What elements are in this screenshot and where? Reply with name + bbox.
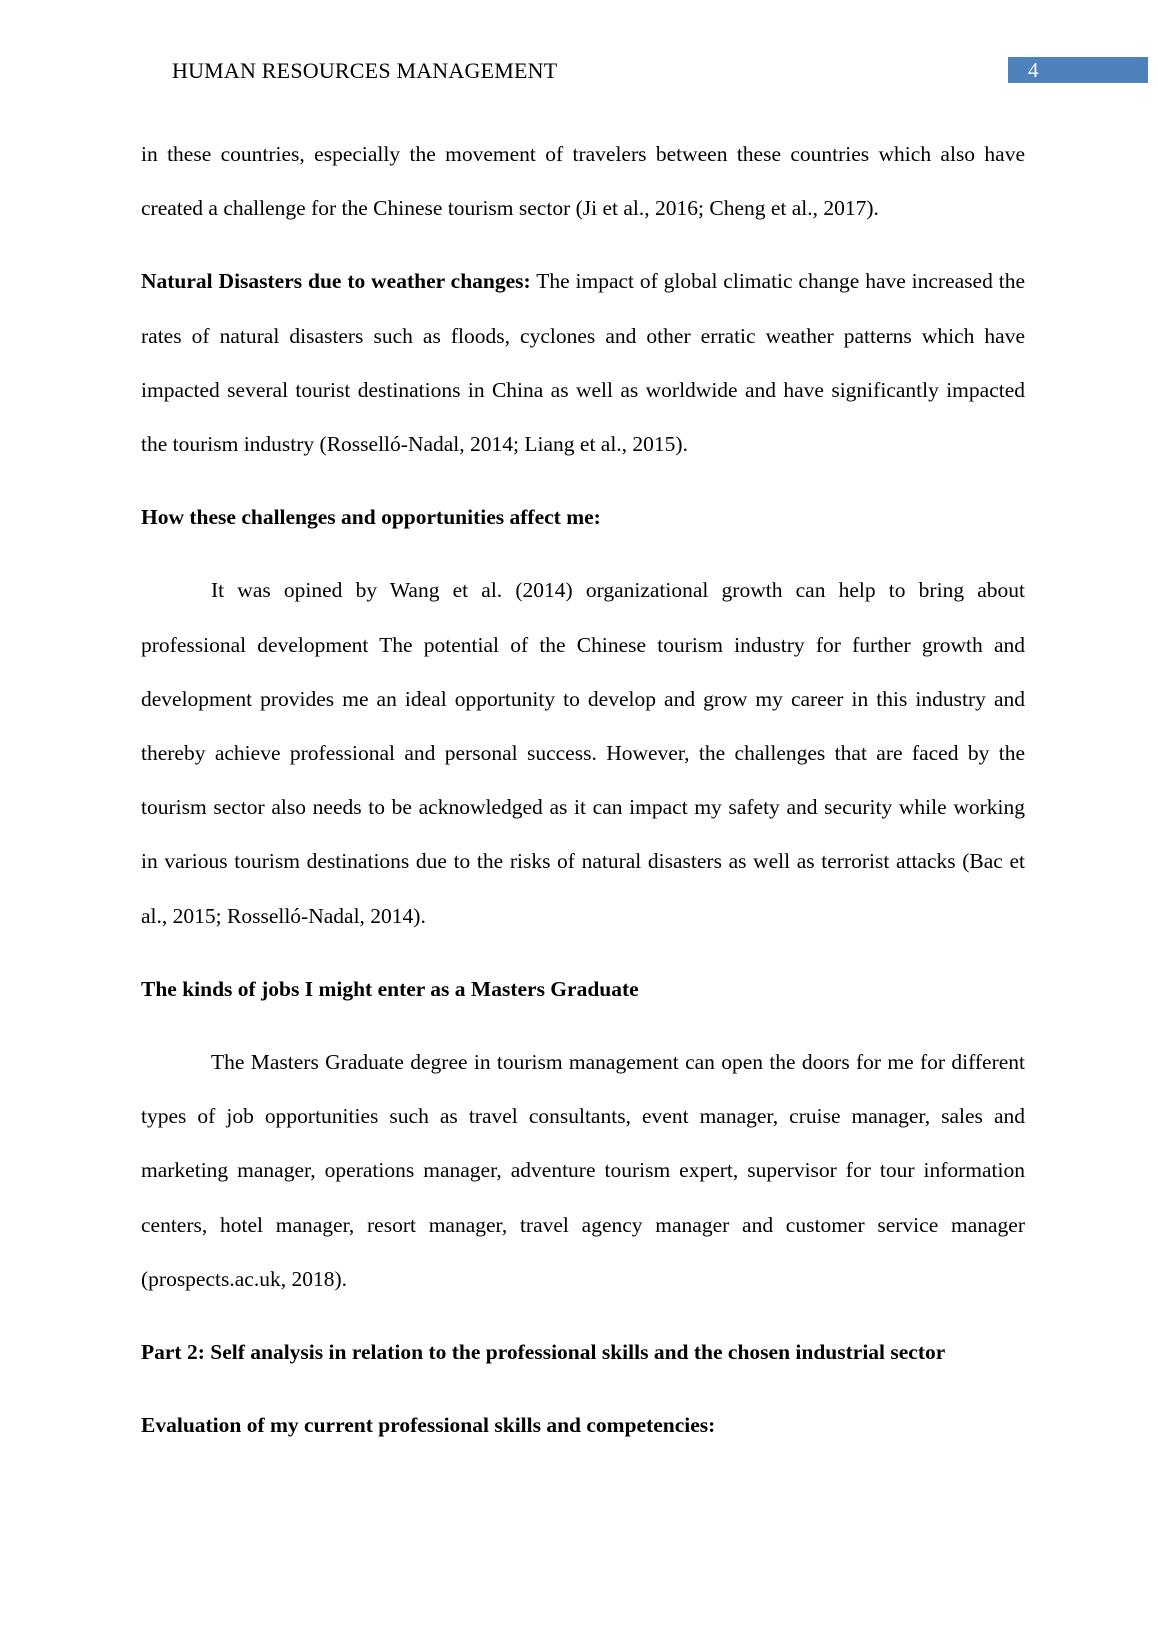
paragraph-continued: in these countries, especially the movement of travelers between these countries which also have created a challenge for the Chinese tourism sector (Ji et al., 2016; Cheng et al., 2017).	[141, 142, 1025, 221]
paragraph-jobs: The Masters Graduate degree in tourism management can open the doors for me for different types of job opportunities such as travel consultants, event manager, cruise manager, sales and marketing manager, operations manager, adventure tourism expert, supervisor for tour information centers, hotel manager, resort manager, travel agency manager and customer service manager (prospects.ac.uk, 2018).	[141, 1050, 1025, 1291]
heading-evaluation-skills: Evaluation of my current professional skills and competencies:	[141, 1413, 716, 1438]
page-number-badge	[1008, 57, 1148, 83]
paragraph-affect-me: It was opined by Wang et al. (2014) organizational growth can help to bring about professional development The potential of the Chinese tourism industry for further growth and development provides me an ideal opportunity to develop and grow my career in this industry and thereby achieve professional and personal success. However, the challenges that are faced by the tourism sector also needs to be acknowledged as it can impact my safety and security while working in various tourism destinations due to the risks of natural disasters as well as terrorist attacks (Bac et al., 2015; Rosselló-Nadal, 2014).	[141, 578, 1025, 928]
document-body	[141, 127, 1025, 1471]
heading-jobs-masters-graduate: The kinds of jobs I might enter as a Masters Graduate	[141, 976, 639, 1001]
heading-part-2: Part 2: Self analysis in relation to the professional skills and the chosen industrial sector	[141, 1340, 946, 1365]
paragraph-natural-disasters	[141, 254, 1025, 471]
run-in-heading-natural-disasters: Natural Disasters due to weather changes:	[141, 269, 531, 294]
running-head: HUMAN RESOURCES MANAGEMENT	[172, 58, 558, 83]
paragraph-natural-disasters-text: The impact of global climatic change have increased the rates of natural disasters such as floods, cyclones and other erratic weather patterns which have impacted several tourist destinations in China as well as worldwide and have significantly impacted the tourism industry (Rosselló-Nadal, 2014; Liang et al., 2015).	[141, 269, 1025, 457]
page-number: 4	[1028, 58, 1039, 82]
heading-challenges-affect-me: How these challenges and opportunities affect me:	[141, 505, 601, 530]
